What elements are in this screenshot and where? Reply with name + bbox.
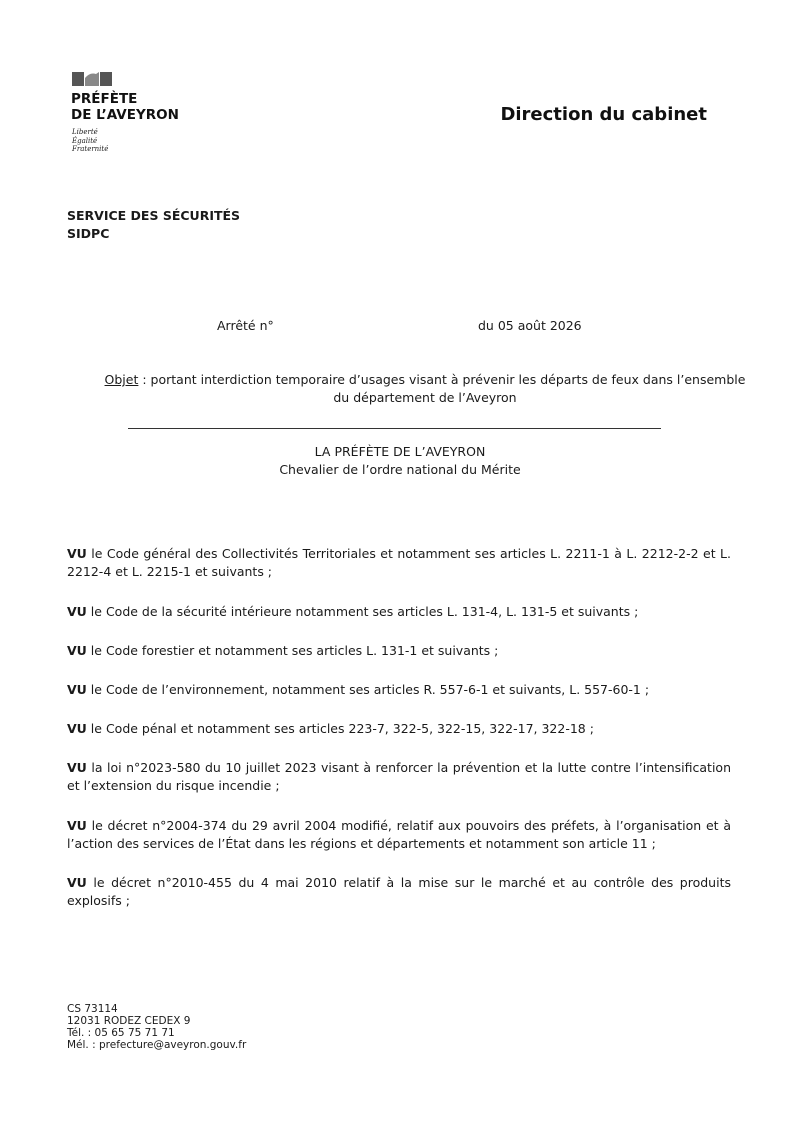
object-text-line-2: du département de l’Aveyron <box>333 390 517 405</box>
consideration-text: la loi n°2023-580 du 10 juillet 2023 visant à renforcer la prévention et la lutte contre l’intensification et l’extension du risque incendie ; <box>67 760 731 793</box>
service-block <box>67 207 240 243</box>
direction-title: Direction du cabinet <box>500 104 707 125</box>
logo-line-2: DE L’AVEYRON <box>71 107 179 123</box>
consideration-item <box>67 603 731 621</box>
consideration-item <box>67 874 731 910</box>
logo-line-1: PRÉFÈTE <box>71 91 138 107</box>
vu-label: VU <box>67 604 87 619</box>
consideration-item <box>67 681 731 699</box>
consideration-text: le Code de l’environnement, notamment ses articles R. 557-6-1 et suivants, L. 557-60-1 ; <box>86 682 650 697</box>
object-text-line-1: : portant interdiction temporaire d’usages visant à prévenir les départs de feux dans l’ensemble <box>138 372 746 387</box>
considerations-list <box>67 545 731 910</box>
footer-phone: Tél. : 05 65 75 71 71 <box>67 1027 175 1039</box>
consideration-text: le Code pénal et notamment ses articles 223-7, 322-5, 322-15, 322-17, 322-18 ; <box>86 721 594 736</box>
motto-egalite: Égalité <box>72 136 98 145</box>
service-acronym: SIDPC <box>67 226 110 241</box>
footer-email: Mél. : prefecture@aveyron.gouv.fr <box>67 1039 247 1051</box>
decree-date: du 05 août 2026 <box>478 318 582 333</box>
decree-number-label: Arrêté n° <box>217 318 274 333</box>
authority-block <box>200 443 600 479</box>
vu-label: VU <box>67 875 87 890</box>
vu-label: VU <box>67 760 87 775</box>
authority-title: LA PRÉFÈTE DE L’AVEYRON <box>314 444 486 459</box>
consideration-text: le décret n°2010-455 du 4 mai 2010 relatif à la mise sur le marché et au contrôle des produits explosifs ; <box>67 875 731 908</box>
consideration-item <box>67 545 731 581</box>
consideration-text: le Code général des Collectivités Territoriales et notamment ses articles L. 2211-1 à L. 2212-2-2 et L. 2212-4 et L. 2215-1 et suivants ; <box>67 546 731 579</box>
footer-postal-box: CS 73114 <box>67 1003 118 1015</box>
footer-city: 12031 RODEZ CEDEX 9 <box>67 1015 191 1027</box>
consideration-item <box>67 759 731 795</box>
decree-object <box>100 371 750 407</box>
vu-label: VU <box>67 546 87 561</box>
consideration-text: le Code forestier et notamment ses articles L. 131-1 et suivants ; <box>86 643 499 658</box>
service-name: SERVICE DES SÉCURITÉS <box>67 208 241 223</box>
vu-label: VU <box>67 682 87 697</box>
consideration-item <box>67 720 731 738</box>
consideration-item <box>67 642 731 660</box>
prefecture-logo-title <box>71 91 179 123</box>
footer-address <box>67 1003 246 1051</box>
motto-fraternite: Fraternité <box>72 145 109 153</box>
vu-label: VU <box>67 643 87 658</box>
consideration-text: le Code de la sécurité intérieure notamment ses articles L. 131-4, L. 131-5 et suivants ; <box>86 604 639 619</box>
motto-liberte: Liberté <box>72 128 98 136</box>
separator-rule <box>128 428 661 429</box>
vu-label: VU <box>67 818 87 833</box>
authority-distinction: Chevalier de l’ordre national du Mérite <box>279 462 521 477</box>
vu-label: VU <box>67 721 87 736</box>
object-label: Objet <box>104 372 139 387</box>
republic-motto <box>72 128 108 154</box>
marianne-logo-icon <box>72 72 112 86</box>
consideration-text: le décret n°2004-374 du 29 avril 2004 modifié, relatif aux pouvoirs des préfets, à l’organisation et à l’action des services de l’État dans les régions et départements et notamment son article 11 ; <box>67 818 731 851</box>
consideration-item <box>67 817 731 853</box>
